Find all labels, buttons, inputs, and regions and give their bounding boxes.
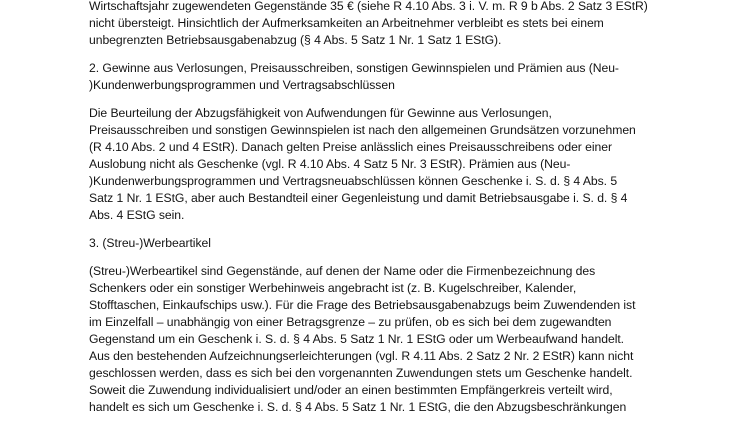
paragraph-2-line-6: Satz 1 Nr. 1 EStG, aber auch Bestandteil einer Gegenleistung und damit Betriebsausgabe i. S. d. § 4 xyxy=(89,191,628,205)
paragraph-2-line-1: Die Beurteilung der Abzugsfähigkeit von Aufwendungen für Gewinne aus Verlosungen, xyxy=(89,106,552,120)
paragraph-3-line-7: geschlossen werden, dass es sich bei den vorgenannten Zuwendungen stets um Geschenke handelt. xyxy=(89,366,633,380)
paragraph-3-line-6: Aus den bestehenden Aufzeichnungserleichterungen (vgl. R 4.11 Abs. 2 Satz 2 Nr. 2 EStR) kann nicht xyxy=(89,349,634,363)
paragraph-3-line-9: handelt es sich um Geschenke i. S. d. § 4 Abs. 5 Satz 1 Nr. 1 EStG, die den Abzugsbeschränkungen xyxy=(89,400,627,414)
paragraph-2-line-3: (R 4.10 Abs. 2 und 4 EStR). Danach gelten Preise anlässlich eines Preisausschreibens oder einer xyxy=(89,140,612,154)
paragraph-3-line-2: Schenkers oder ein sonstiger Werbehinweis angebracht ist (z. B. Kugelschreiber, Kalender, xyxy=(89,281,577,295)
paragraph-2-line-7: Abs. 4 EStG sein. xyxy=(89,208,185,222)
paragraph-2-line-5: )Kundenwerbungsprogrammen und Vertragsneuabschlüssen können Geschenke i. S. d. § 4 Abs. 5 xyxy=(89,174,618,188)
paragraph-2-line-4: Auslobung nicht als Geschenke (vgl. R 4.10 Abs. 4 Satz 5 Nr. 3 EStR). Prämien aus (Neu- xyxy=(89,157,571,171)
paragraph-3-line-4: im Einzelfall – unabhängig von einer Betragsgrenze – zu prüfen, ob es sich bei dem zugewandten xyxy=(89,315,612,329)
paragraph-3-line-5: Gegenstand um ein Geschenk i. S. d. § 4 Abs. 5 Satz 1 Nr. 1 EStG oder um Werbeaufwand handelt. xyxy=(89,332,625,346)
paragraph-3-line-3: Stofftaschen, Einkaufschips usw.). Für die Frage des Betriebsausgabenabzugs beim Zuwendenden ist xyxy=(89,298,636,312)
section-2-heading-line-2: )Kundenwerbungsprogrammen und Vertragsabschlüssen xyxy=(89,78,395,92)
paragraph-1-line-3: unbegrenzten Betriebsausgabenabzug (§ 4 Abs. 5 Satz 1 Nr. 1 Satz 1 EStG). xyxy=(89,33,502,47)
paragraph-1-line-2: nicht übersteigt. Hinsichtlich der Aufmerksamkeiten an Arbeitnehmer verbleibt es stets bei einem xyxy=(89,16,604,30)
section-2-heading-line-1: 2. Gewinne aus Verlosungen, Preisausschreiben, sonstigen Gewinnspielen und Prämien aus (Neu- xyxy=(89,61,619,75)
paragraph-3-line-8: Soweit die Zuwendung individualisiert und/oder an einen bestimmten Empfängerkreis verteilt wird, xyxy=(89,383,613,397)
paragraph-1-line-1: Wirtschaftsjahr zugewendeten Gegenstände 35 € (siehe R 4.10 Abs. 3 i. V. m. R 9 b Abs. 2 Satz 3 EStR) xyxy=(89,0,648,13)
paragraph-2-line-2: Preisausschreiben und sonstigen Gewinnspielen ist nach den allgemeinen Grundsätzen vorzunehmen xyxy=(89,123,636,137)
section-3-heading: 3. (Streu-)Werbeartikel xyxy=(89,236,211,250)
paragraph-3-line-1: (Streu-)Werbeartikel sind Gegenstände, auf denen der Name oder die Firmenbezeichnung des xyxy=(89,264,596,278)
